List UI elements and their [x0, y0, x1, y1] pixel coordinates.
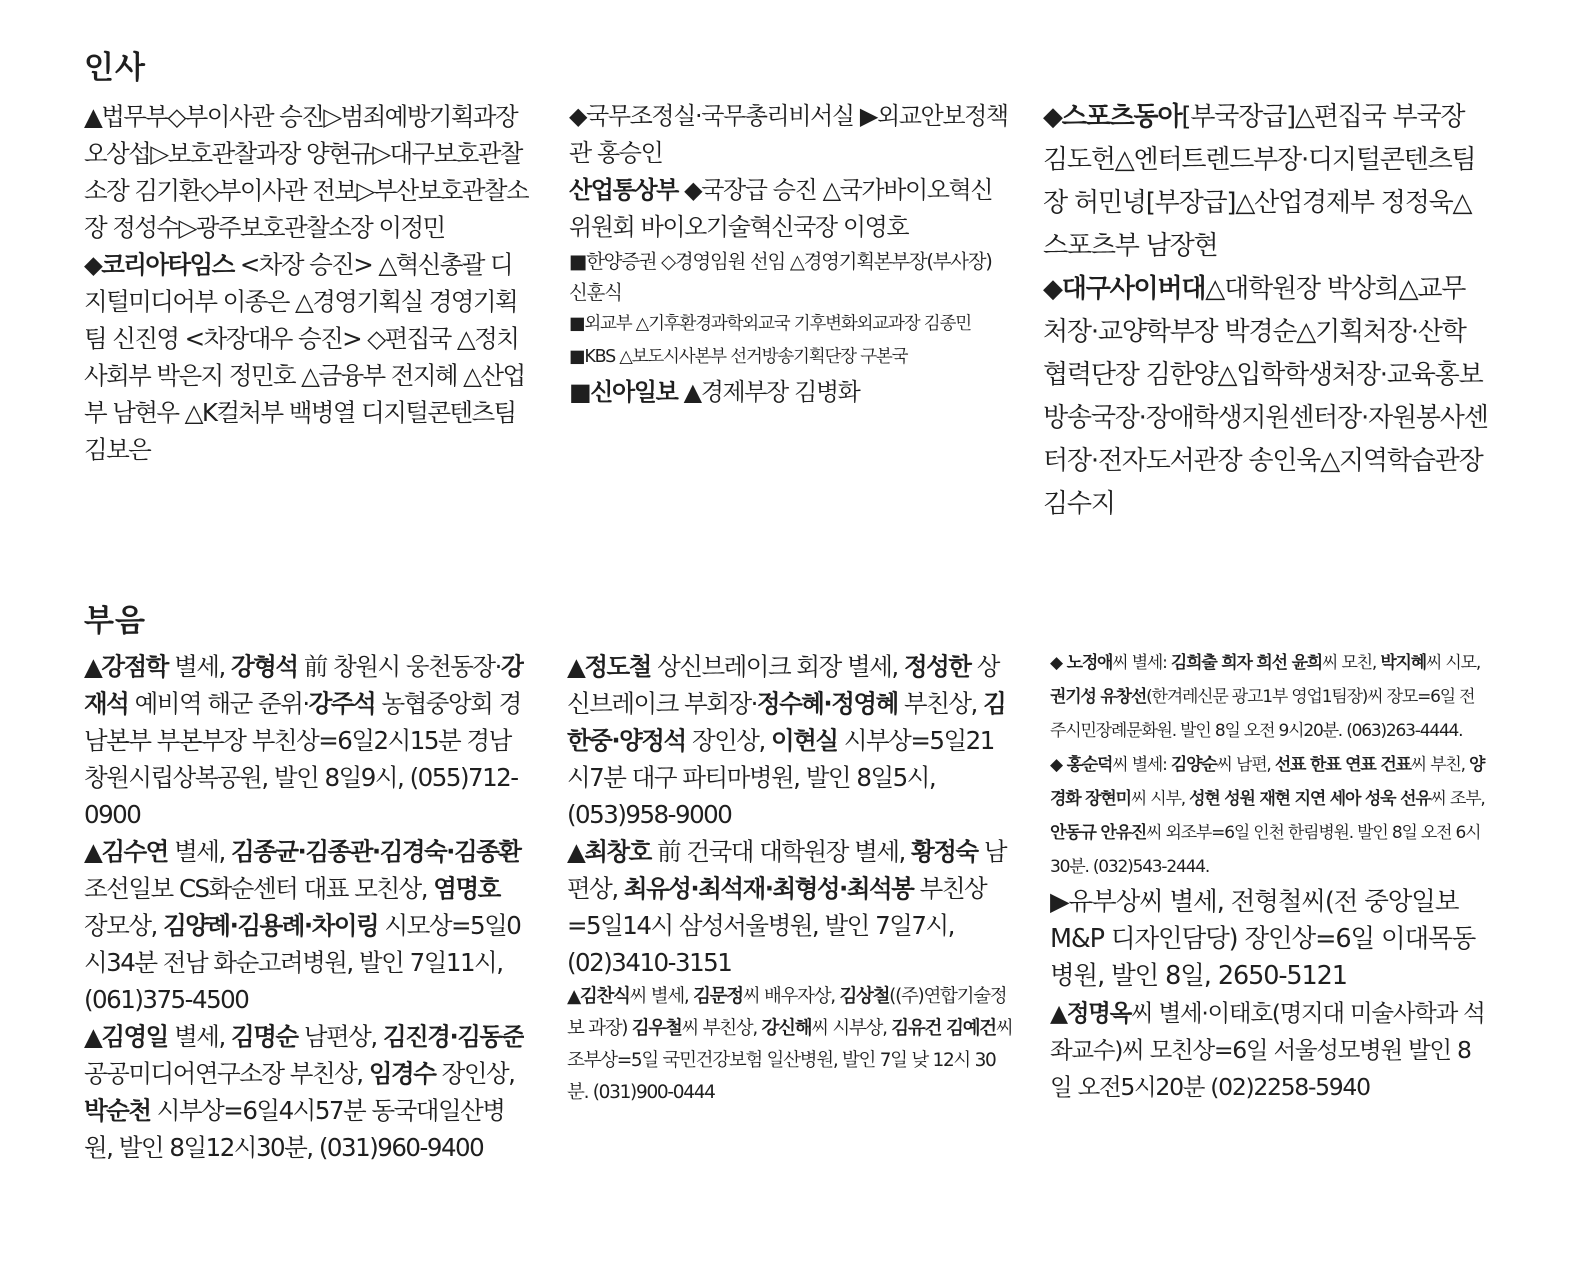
bueum-column-2: [567, 648, 1013, 1118]
bold-name: ▲김찬식: [567, 986, 630, 1007]
text-segment: 별세,: [167, 1022, 232, 1051]
bold-name: 양경화 장현미: [1050, 755, 1485, 809]
text-segment: 예비역 해군 준위·: [128, 689, 309, 718]
text-segment: 씨 남편,: [1216, 755, 1275, 775]
bold-name: 강재석: [84, 652, 524, 718]
text-segment: 남편상,: [567, 837, 1007, 903]
text-segment: ▶유부상씨 별세, 전형철씨(전 중앙일보 M&P 디자인담당) 장인상=6일 이대목동병원, 발인 8일, 2650-5121: [1050, 887, 1476, 991]
text-segment: 시부상=6일4시57분 동국대일산병원, 발인 8일12시30분, (031)960-9400: [84, 1096, 505, 1162]
text-segment: 부친상=5일14시 삼성서울병원, 발인 7일7시, (02)3410-3151: [567, 874, 987, 977]
text-segment: 시모상=5일0시34분 전남 화순고려병원, 발인 7일11시, (061)375-4500: [84, 911, 521, 1014]
bold-name: 임경수: [368, 1059, 436, 1088]
obituary-item: [1050, 995, 1486, 1106]
bold-name: 김종균·김종관·김경숙·김종환: [231, 837, 521, 866]
bold-name: ◆대구사이버대: [1043, 274, 1206, 304]
text-segment: ■KBS △보도시사본부 선거방송기획단장 구본국: [569, 347, 908, 367]
bold-name: 선표 한표 연표 건표: [1274, 755, 1411, 775]
text-segment: ◆국무조정실·국무총리비서실 ▶외교안보정책관 홍승인: [569, 102, 1008, 167]
insa-column-3: [1043, 96, 1488, 526]
bold-name: 김한중·양정석: [567, 689, 1006, 755]
text-segment: 부친상,: [897, 689, 984, 718]
text-segment: ▲경제부장 김병화: [677, 378, 860, 406]
text-segment: 씨 시모,: [1425, 653, 1481, 673]
bold-name: 최유성·최석재·최형성·최석봉: [623, 874, 914, 903]
obituary-item: [567, 833, 1013, 981]
insa-column-2: [569, 98, 1013, 478]
text-segment: 씨 별세·이태호(명지대 미술사학과 석좌교수)씨 모친상=6일 서울성모병원 발인 8일 오전5시20분 (02)2258-5940: [1050, 999, 1485, 1101]
bold-name: 김희출 희자 희선 윤희: [1170, 653, 1323, 673]
text-segment: ■한양증권 ◇경영임원 선임 △경영기획본부장(부사장) 신훈식: [569, 250, 992, 304]
text-segment: 씨 시부상,: [811, 1018, 892, 1039]
text-segment: 농협중앙회 경남본부 부본부장 부친상=6일2시15분 경남 창원시립상복공원, 발인 8일9시, (055)712-0900: [84, 689, 521, 829]
bold-name: 황정숙: [911, 837, 978, 866]
text-segment: 씨 조부상=5일 국민건강보험 일산병원, 발인 7일 낮 12시 30분. (031)900-0444: [567, 1018, 1013, 1103]
bold-name: 성현 성원 재현 지연 세아 성욱 선유: [1189, 789, 1431, 809]
obituary-item: [1050, 748, 1486, 884]
bold-name: ▲최창호: [567, 837, 651, 866]
bueum-column-3: [1050, 646, 1486, 1166]
insa-item: [1043, 96, 1488, 268]
text-segment: 씨 별세,: [629, 986, 694, 1007]
text-segment: 씨 부친상,: [681, 1018, 762, 1039]
text-segment: [부국장급]△편집국 부국장 김도헌△엔터트렌드부장·디지털콘텐츠팀장 허민녕[부장급]△산업경제부 정정욱△스포츠부 남장현: [1043, 102, 1476, 261]
obituary-item: [1050, 884, 1486, 995]
text-segment: ◆국장급 승진 △국가바이오혁신위원회 바이오기술혁신국장 이영호: [569, 176, 993, 241]
bold-name: 정수혜·정영혜: [756, 689, 898, 718]
bold-name: ▲정명옥: [1050, 999, 1131, 1027]
text-segment: 前 건국대 대학원장 별세,: [650, 837, 912, 866]
bold-name: ▲정도철: [567, 652, 651, 681]
text-segment: 前 창원시 웅천동장·: [297, 652, 501, 681]
text-segment: ■외교부 △기후환경과학외교국 기후변화외교과장 김종민: [569, 314, 971, 334]
bold-name: ◆코리아타임스: [84, 250, 234, 279]
insa-item: [569, 374, 1013, 411]
bold-name: 김진경·김동준: [382, 1022, 524, 1051]
text-segment: 씨 외조부=6일 인천 한림병원. 발인 8일 오전 6시30분. (032)543-2444.: [1050, 823, 1481, 877]
obituary-item: [567, 981, 1013, 1109]
bold-name: 이현실: [771, 726, 838, 755]
text-segment: 시부상=5일21시7분 대구 파티마병원, 발인 8일5시, (053)958-9000: [567, 726, 994, 829]
insa-item: [569, 308, 1013, 341]
text-segment: 남편상,: [297, 1022, 383, 1051]
obituary-item: [1050, 646, 1486, 748]
bold-name: 김우철: [631, 1018, 682, 1039]
bold-name: ◆ 노정애: [1050, 653, 1113, 673]
text-segment: ((주)연합기술정보 과장): [567, 986, 1007, 1039]
bold-name: ◆ 홍순덕: [1050, 755, 1113, 775]
bold-name: ▲강점학: [84, 652, 168, 681]
section-title-bueum: 부음: [84, 603, 146, 639]
insa-item: [84, 246, 529, 468]
bold-name: ■신아일보: [569, 378, 678, 406]
text-segment: 상신브레이크 회장 별세,: [650, 652, 904, 681]
bold-name: 김문정: [693, 986, 743, 1007]
bold-name: ◆스포츠동아: [1043, 102, 1182, 132]
text-segment: 씨 별세:: [1112, 653, 1171, 673]
bold-name: 안동규 안유진: [1050, 823, 1147, 843]
text-segment: △대학원장 박상희△교무처장·교양학부장 박경순△기획처장·산학협력단장 김한양△입학학생처장·교육홍보방송국장·장애학생지원센터장·자원봉사센터장·전자도서관장 송인욱△지역학습관장 김수지: [1043, 274, 1488, 519]
bold-name: 박지혜: [1380, 653, 1426, 673]
bold-name: 염명호: [433, 874, 500, 903]
obituary-item: [84, 648, 524, 833]
bold-name: 정성한: [903, 652, 971, 681]
insa-item: [1043, 268, 1488, 526]
text-segment: 장인상,: [685, 726, 772, 755]
text-segment: 씨 시부,: [1130, 789, 1190, 809]
bold-name: 김명순: [231, 1022, 298, 1051]
text-segment: 씨 부친,: [1410, 755, 1470, 775]
text-segment: ▲법무부◇부이사관 승진▷범죄예방기획과장 오상섭▷보호관찰과장 양현규▷대구보호관찰소장 김기환◇부이사관 전보▷부산보호관찰소장 정성수▷광주보호관찰소장 이정민: [84, 102, 529, 242]
bold-name: 강형석: [231, 652, 298, 681]
bueum-column-1: [84, 648, 524, 1208]
bold-name: 권기성 유창선: [1050, 687, 1147, 707]
bold-name: 강신해: [761, 1018, 812, 1039]
text-segment: 씨 배우자상,: [742, 986, 840, 1007]
insa-item: [569, 246, 1013, 308]
bold-name: 강주석: [308, 689, 376, 718]
obituary-item: [84, 1018, 524, 1166]
text-segment: 별세,: [167, 652, 232, 681]
bold-name: 산업통상부: [569, 176, 678, 204]
text-segment: 장모상,: [84, 911, 164, 940]
insa-item: [569, 341, 1013, 374]
text-segment: 상신브레이크 부회장·: [567, 652, 999, 718]
text-segment: 조선일보 CS화순센터 대표 모친상,: [84, 874, 434, 903]
obituary-item: [84, 833, 524, 1018]
text-segment: 장인상,: [435, 1059, 515, 1088]
bold-name: 김유건 김예건: [891, 1018, 996, 1039]
insa-column-1: [84, 98, 529, 478]
text-segment: (한겨레신문 광고1부 영업1팀장)씨 장모=6일 전주시민장례문화원. 발인 8일 오전 9시20분. (063)263-4444.: [1050, 687, 1475, 741]
bold-name: 김양례·김용례·차이링: [163, 911, 379, 940]
bold-name: 김상철: [839, 986, 890, 1007]
insa-item: [84, 98, 529, 246]
section-title-insa: 인사: [84, 50, 146, 86]
insa-item: [569, 98, 1013, 172]
text-segment: 씨 조부,: [1430, 789, 1485, 809]
bold-name: 김양순: [1170, 755, 1217, 775]
text-segment: <차장 승진> △혁신총괄 디지털미디어부 이종은 △경영기획실 경영기획팀 신진영 <차장대우 승진> ◇편집국 △정치사회부 박은지 정민호 △금융부 전지혜 △산업부 남현우 △K컬처부 백병열 디지털콘텐츠팀 김보은: [84, 250, 525, 464]
bold-name: ▲김영일: [84, 1022, 168, 1051]
obituary-item: [567, 648, 1013, 833]
text-segment: 공공미디어연구소장 부친상,: [84, 1059, 369, 1088]
bold-name: ▲김수연: [84, 837, 168, 866]
insa-item: [569, 172, 1013, 246]
text-segment: 씨 별세:: [1112, 755, 1171, 775]
text-segment: 씨 모친,: [1322, 653, 1381, 673]
text-segment: 별세,: [167, 837, 232, 866]
bold-name: 박순천: [84, 1096, 151, 1125]
